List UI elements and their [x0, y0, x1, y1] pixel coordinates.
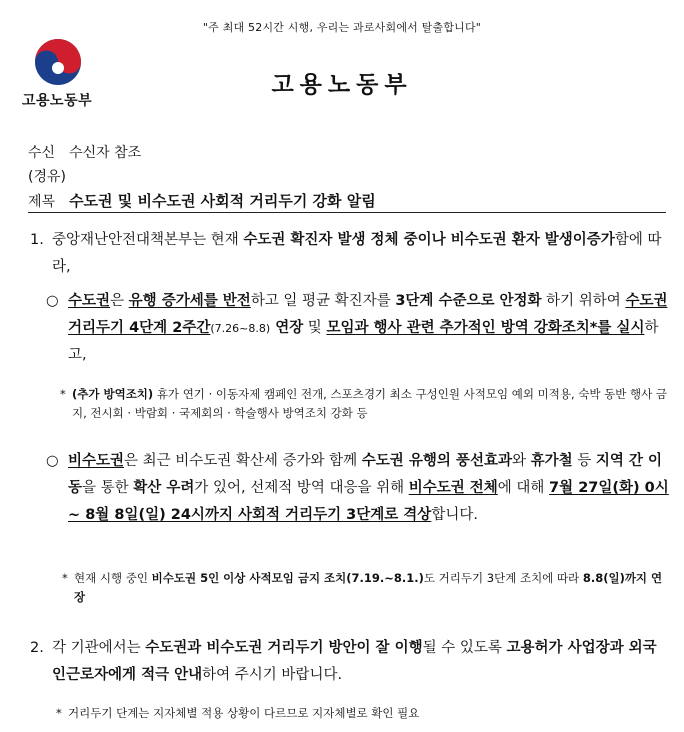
bullet-mark: ○: [46, 293, 59, 309]
subject-line: [28, 190, 376, 211]
note-local-differences-text: 거리두기 단계는 지자체별 적용 상황이 다르므로 지자체별로 확인 필요: [68, 706, 420, 720]
item-1-text: 중앙재난안전대책본부는 현재 수도권 확진자 발생 정체 중이나 비수도권 환자 발생이증가함에 따라,: [52, 232, 662, 275]
note-local-differences: [56, 704, 670, 723]
item-1: [30, 227, 670, 281]
logo-text: 고용노동부: [22, 93, 93, 109]
subject-label: 제목: [28, 194, 56, 210]
via-label: (경유): [28, 169, 66, 185]
bullet-non-capital-area: [46, 448, 670, 529]
via-line: [28, 166, 66, 186]
item-2-number: 2.: [30, 640, 44, 656]
item-1-number: 1.: [30, 232, 44, 248]
subject-value: 수도권 및 비수도권 사회적 거리두기 강화 알림: [69, 192, 376, 210]
bullet-mark: ○: [46, 453, 59, 469]
note-star: *: [62, 571, 68, 585]
item-2: [30, 635, 670, 689]
note-additional-measures: [60, 385, 670, 423]
ministry-title: 고용노동부: [271, 72, 413, 98]
bullet-capital-area: [46, 288, 670, 369]
recipient-line: [28, 142, 141, 162]
header-divider: [28, 212, 666, 213]
slogan: "주 최대 52시간 시행, 우리는 과로사회에서 탈출합니다": [202, 21, 482, 34]
note-additional-measures-text: (추가 방역조치) 휴가 연기 · 이동자제 캠페인 전개, 스포츠경기 최소 구성인원 사적모임 예외 미적용, 숙박 동반 행사 금지, 전시회 · 박람회 · 국제회의 · 학술행사 방역조치 강화 등: [72, 387, 667, 420]
recipient-label: 수신: [28, 145, 56, 161]
note-private-gathering-text: 현재 시행 중인 비수도권 5인 이상 사적모임 금지 조치(7.19.~8.1.)도 거리두기 3단계 조치에 따라 8.8(일)까지 연장: [74, 571, 663, 604]
item-2-text: 각 기관에서는 수도권과 비수도권 거리두기 방안이 잘 이행될 수 있도록 고용허가 사업장과 외국인근로자에게 적극 안내하여 주시기 바랍니다.: [52, 640, 657, 683]
recipient-value: 수신자 참조: [69, 145, 142, 161]
note-star: *: [60, 387, 66, 401]
bullet-non-capital-area-text: 비수도권은 최근 비수도권 확산세 증가와 함께 수도권 유행의 풍선효과와 휴가철 등 지역 간 이동을 통한 확산 우려가 있어, 선제적 방역 대응을 위해 비수도권 전체에 대해 7월 27일(화) 0시 ~ 8월 8일(일) 24시까지 사회적 거리두기 3단계로 격상합니다.: [68, 453, 669, 523]
bullet-capital-area-text: 수도권은 유행 증가세를 반전하고 일 평균 확진자를 3단계 수준으로 안정화 하기 위하여 수도권 거리두기 4단계 2주간(7.26~8.8) 연장 및 모임과 행사 관련 추가적인 방역 강화조치*를 실시하고,: [68, 293, 668, 363]
note-private-gathering: [62, 569, 670, 607]
note-star: *: [56, 706, 62, 720]
